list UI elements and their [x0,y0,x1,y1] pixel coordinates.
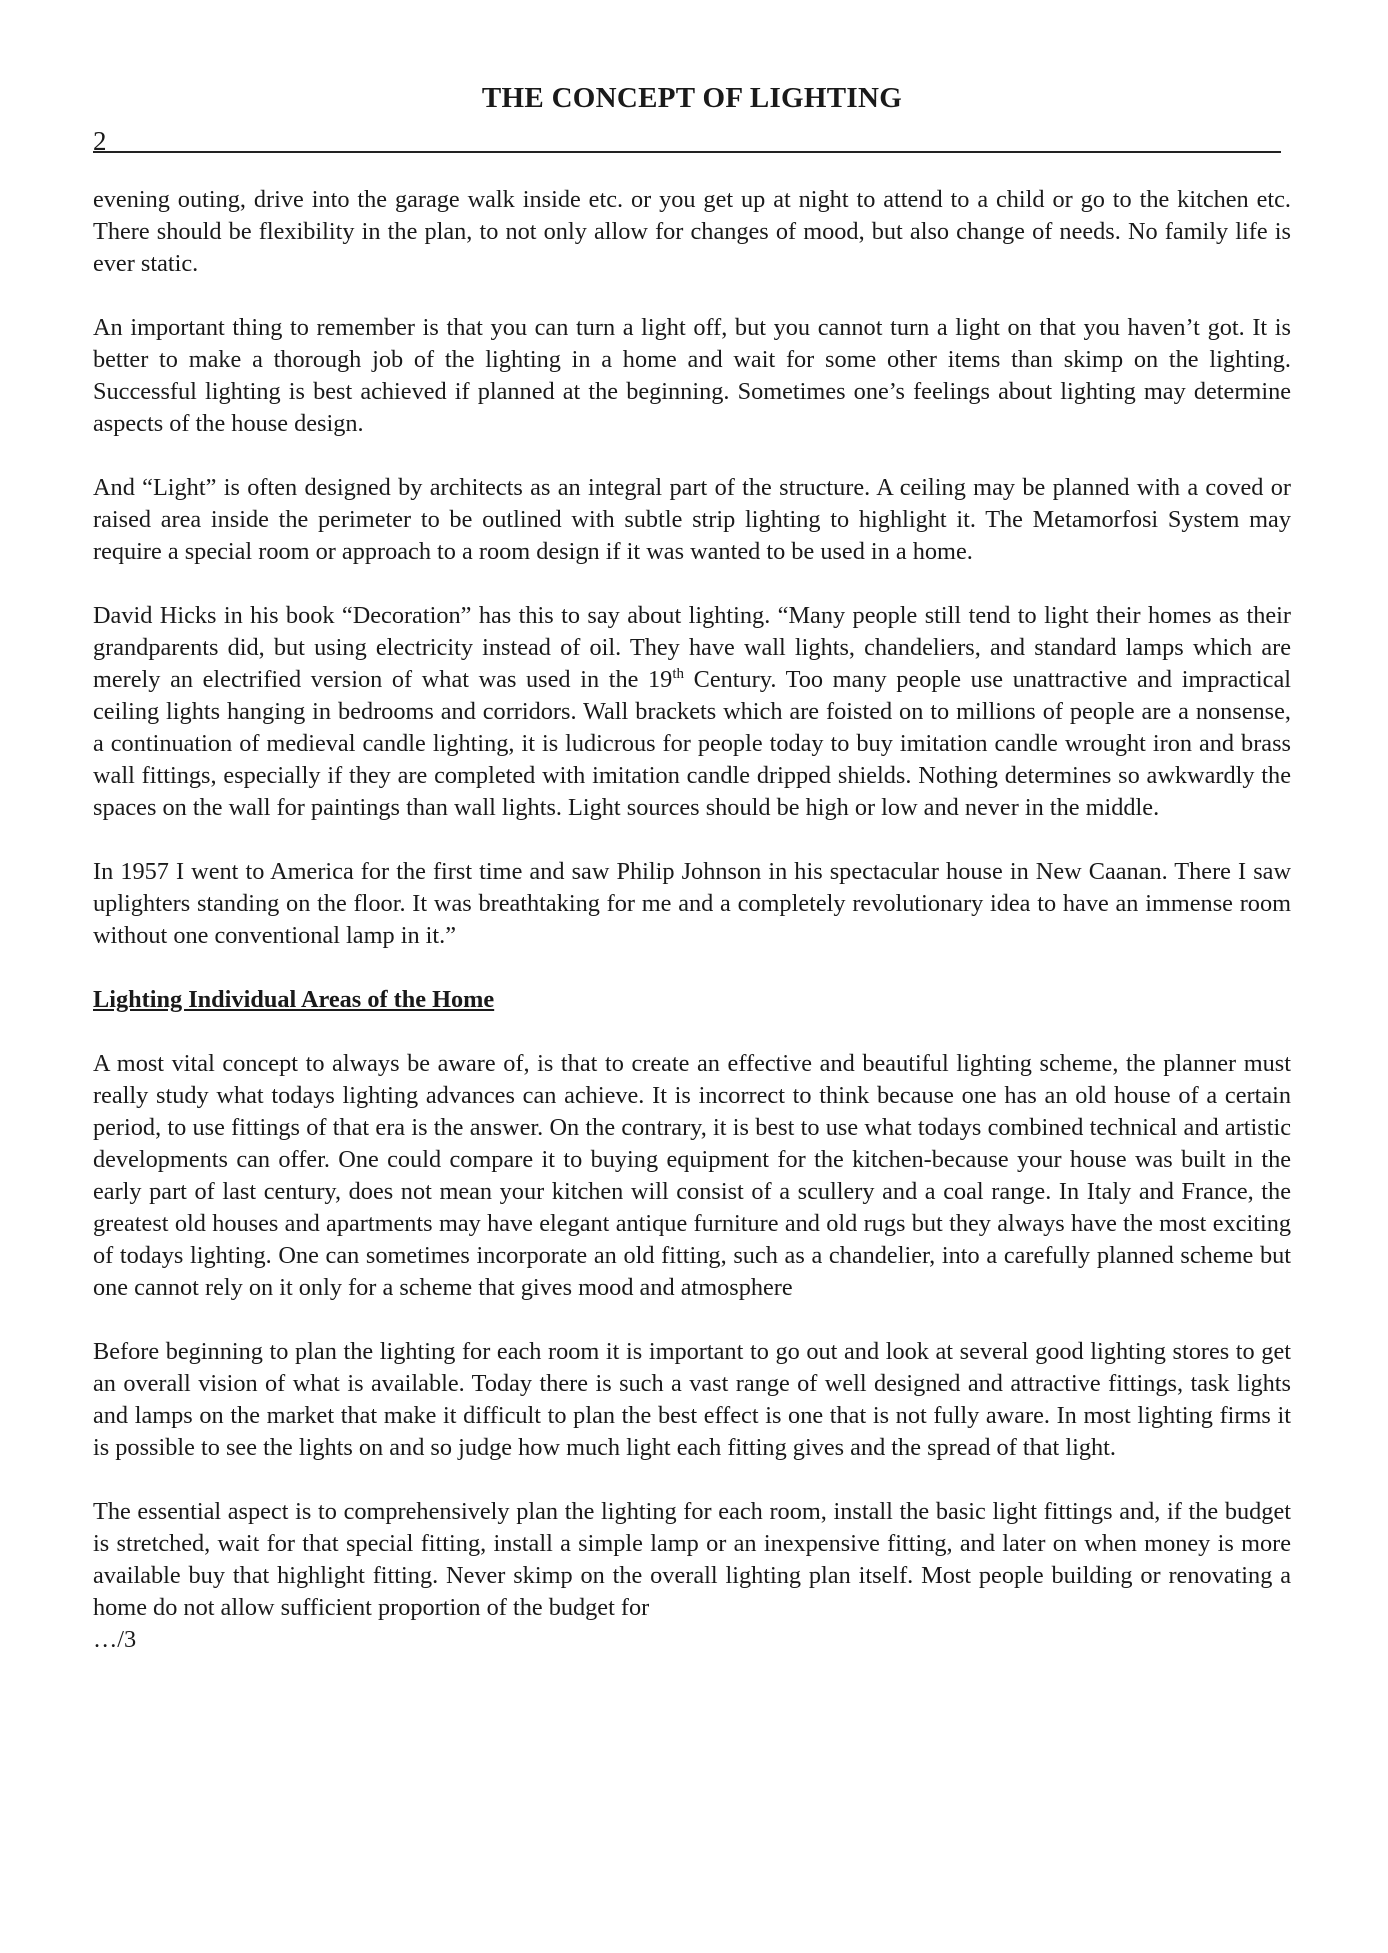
paragraph-light-architects: And “Light” is often designed by architects as an integral part of the structure. A ceiling may be planned with a coved or raised area inside the perimeter to be outlined with subtle strip lighting to highlight it. The Metamorfosi System may require a special room or approach to a room design if it was wanted to be used in a home. [93,474,1291,565]
paragraph-1957-america: In 1957 I went to America for the first time and saw Philip Johnson in his spectacular house in New Caanan. There I saw uplighters standing on the floor. It was breathtaking for me and a completely revolutionary idea to have an immense room without one conventional lamp in it.” [93,858,1291,949]
paragraph-vital-concept: A most vital concept to always be aware of, is that to create an effective and beautiful lighting scheme, the planner must really study what todays lighting advances can achieve. It is incorrect to think because one has an old house of a certain period, to use fittings of that era is the answer. On the contrary, it is best to use what todays combined technical and artistic developments can offer. One could compare it to buying equipment for the kitchen-because your house was built in the early part of last century, does not mean your kitchen will consist of a scullery and a coal range. In Italy and France, the greatest old houses and apartments may have elegant antique furniture and old rugs but they always have the most exciting of todays lighting. One can sometimes incorporate an old fitting, such as a chandelier, into a carefully planned scheme but one cannot rely on it only for a scheme that gives mood and atmosphere [93,1050,1291,1301]
paragraph-turn-light-off: An important thing to remember is that you can turn a light off, but you cannot turn a light on that you haven’t got. It is better to make a thorough job of the lighting in a home and wait for some other items than skimp on the lighting. Successful lighting is best achieved if planned at the beginning. Sometimes one’s feelings about lighting may determine aspects of the house design. [93,314,1291,437]
header-rule [93,151,1281,153]
body-text [93,184,1291,1656]
paragraph-evening-outing: evening outing, drive into the garage walk inside etc. or you get up at night to attend to a child or go to the kitchen etc. There should be flexibility in the plan, to not only allow for changes of mood, but also change of needs. No family life is ever static. [93,186,1291,277]
page-number: 2 [93,126,107,156]
section-heading: Lighting Individual Areas of the Home [93,986,495,1013]
paragraph-essential-aspect: The essential aspect is to comprehensively plan the lighting for each room, install the basic light fittings and, if the budget is stretched, wait for that special fitting, install a simple lamp or an inexpensive fitting, and later on when money is more available buy that highlight fitting. Never skimp on the overall lighting plan itself. Most people building or renovating a home do not allow sufficient proportion of the budget for [93,1498,1291,1621]
paragraph-before-beginning: Before beginning to plan the lighting for each room it is important to go out and look at several good lighting stores to get an overall vision of what is available. Today there is such a vast range of well designed and attractive fittings, task lights and lamps on the market that make it difficult to plan the best effect is one that is not fully aware. In most lighting firms it is possible to see the lights on and so judge how much light each fitting gives and the spread of that light. [93,1338,1291,1461]
continuation-marker: …/3 [93,1626,137,1653]
running-title: THE CONCEPT OF LIGHTING [481,82,903,114]
quote-text-part-1: David Hicks in his book “Decoration” has this to say about lighting. “Many people still tend to light their homes as their grandparents did, but using electricity instead of oil. They have wall lights, chandeliers, and standard lamps which are merely an electrified version of what was used in the 19 [93,602,1291,693]
paragraph-david-hicks-quote [93,600,1291,824]
quote-text-part-2: Century. Too many people use unattractive and impractical ceiling lights hanging in bedrooms and corridors. Wall brackets which are foisted on to millions of people are a nonsense, a continuation of medieval candle lighting, it is ludicrous for people today to buy imitation candle wrought iron and brass wall fittings, especially if they are completed with imitation candle dripped shields. Nothing determines so awkwardly the spaces on the wall for paintings than wall lights. Light sources should be high or low and never in the middle. [93,666,1291,821]
superscript-th: th [672,666,685,682]
